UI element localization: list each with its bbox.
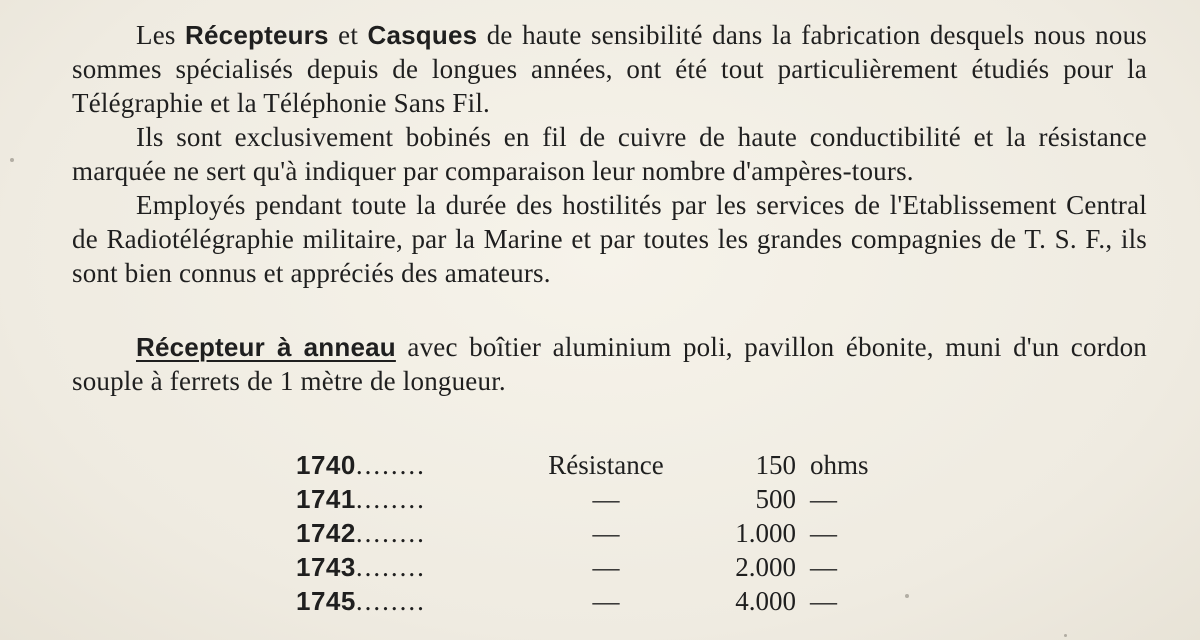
resistance-value: 150 [755,450,796,480]
intro-text-rest: de haute sensibilité dans la fabrication desquels nous nous sommes spécialisés depuis de longues années, ont été tout particulièrement étudiés pour la Télégraphie et la Téléphonie Sans Fil. [72,20,1147,118]
row-label: — [592,586,620,616]
product-description: avec boîtier aluminium poli, pavillon ébonite, muni d'un cordon souple à ferrets de 1 mètre de longueur. [72,332,1147,396]
product-heading: Récepteur à anneau [136,332,396,362]
resistance-unit: ohms [810,450,869,480]
keyword-casques: Casques [367,20,478,50]
resistance-unit: — [810,552,837,582]
body-text [72,18,1147,398]
table-row [296,550,890,584]
row-label: Résistance [548,450,664,480]
table-row [296,448,890,482]
resistance-unit: — [810,518,837,548]
intro-text-start: Les [136,20,186,50]
paragraph-intro [72,18,1147,120]
table-row [296,482,890,516]
row-label: — [592,552,620,582]
paper-speck [10,158,14,162]
row-label: — [592,484,620,514]
row-label: — [592,518,620,548]
table-row [296,516,890,550]
paragraph-usage: Employés pendant toute la durée des hostilités par les services de l'Etablissement Central de Radiotélégraphie militaire, par la Marine et par toutes les grandes compagnies de T. S. F., ils sont bien connus et appréciés des amateurs. [72,190,1147,288]
paragraph-product [72,330,1147,398]
paragraph-winding: Ils sont exclusivement bobinés en fil de cuivre de haute conductibilité et la résistance marquée ne sert qu'à indiquer par comparaison leur nombre d'ampères-tours. [72,122,1147,186]
item-code: 1741........ [296,484,426,514]
paper-speck [905,594,909,598]
table-row [296,584,890,618]
resistance-value: 4.000 [735,586,796,616]
intro-text-conjunction: et [328,20,368,50]
item-code: 1740........ [296,450,426,480]
resistance-unit: — [810,586,837,616]
resistance-value: 1.000 [735,518,796,548]
paper-speck [1064,634,1067,637]
resistance-value: 2.000 [735,552,796,582]
item-code: 1742........ [296,518,426,548]
item-code: 1743........ [296,552,426,582]
item-code: 1745........ [296,586,426,616]
keyword-recepteurs: Récepteurs [185,20,329,50]
resistance-table [296,448,890,618]
resistance-value: 500 [755,484,796,514]
resistance-unit: — [810,484,837,514]
